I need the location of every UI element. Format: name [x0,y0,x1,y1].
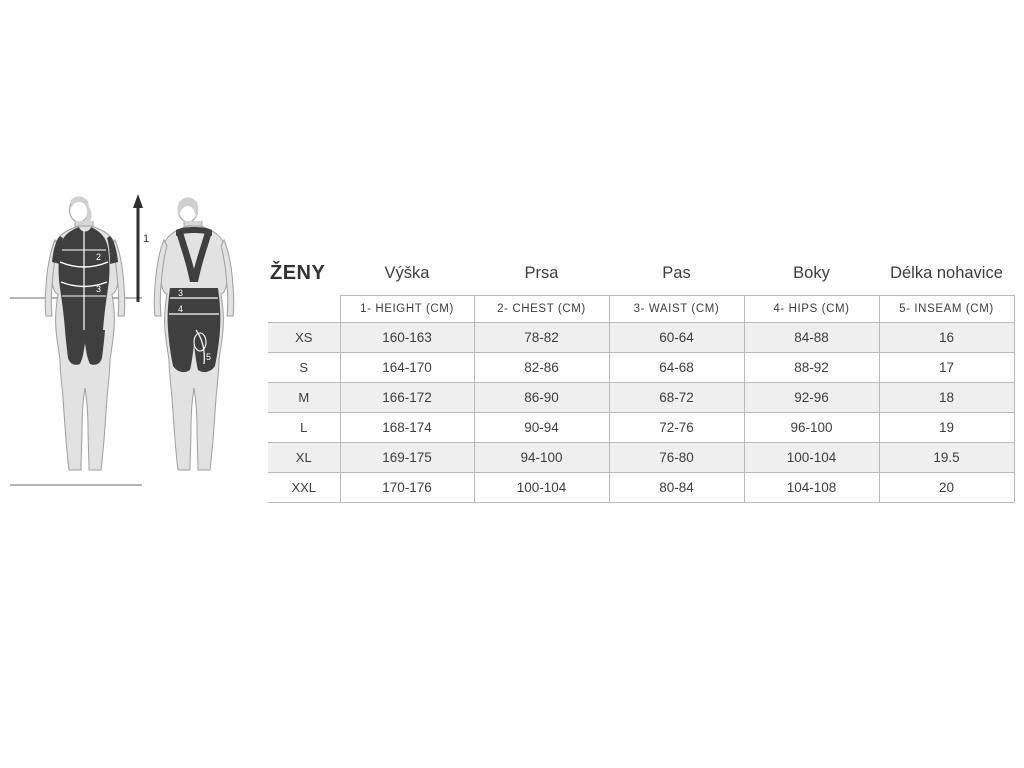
cell-height: 170-176 [340,472,474,502]
front-figure [45,196,125,470]
height-arrow [133,194,143,302]
cell-waist: 72-76 [609,412,744,442]
back-figure [154,198,234,471]
row-size-label: XS [268,322,340,352]
cell-chest: 94-100 [474,442,609,472]
header-waist: Pas [662,263,691,282]
cell-hips: 96-100 [744,412,879,442]
figures-illustration [10,190,260,490]
cell-chest: 100-104 [474,472,609,502]
figure-front-mark-2: 2 [96,252,102,262]
figure-back-mark-4: 4 [178,304,184,314]
cell-waist: 64-68 [609,352,744,382]
cell-height: 166-172 [340,382,474,412]
figure-front-mark-3: 3 [96,284,102,294]
header-hips: Boky [793,263,830,282]
figure-label-1: 1 [143,233,150,245]
subheader-hips: 4- HIPS (CM) [744,295,879,322]
cell-chest: 82-86 [474,352,609,382]
table-row [268,442,1014,472]
cell-waist: 60-64 [609,322,744,352]
cell-height: 168-174 [340,412,474,442]
figures-svg [10,190,260,490]
figure-back-mark-3: 3 [178,288,184,298]
subheader-height: 1- HEIGHT (CM) [340,295,474,322]
header-inseam: Délka nohavice [890,263,1003,282]
header-chest: Prsa [524,263,559,282]
header-height: Výška [384,263,430,282]
table-corner-cell [268,295,340,322]
cell-chest: 78-82 [474,322,609,352]
cell-inseam: 20 [879,472,1014,502]
row-size-label: M [268,382,340,412]
table-row [268,322,1014,352]
cell-hips: 84-88 [744,322,879,352]
cell-hips: 88-92 [744,352,879,382]
table-subheader-row [268,295,1014,322]
row-size-label: XXL [268,472,340,502]
size-table-container [268,262,1014,503]
cell-inseam: 16 [879,322,1014,352]
cell-hips: 92-96 [744,382,879,412]
row-size-label: S [268,352,340,382]
cell-waist: 68-72 [609,382,744,412]
table-row [268,352,1014,382]
cell-inseam: 19 [879,412,1014,442]
subheader-chest: 2- CHEST (CM) [474,295,609,322]
cell-hips: 100-104 [744,442,879,472]
size-table [268,262,1015,503]
row-size-label: L [268,412,340,442]
cell-chest: 86-90 [474,382,609,412]
row-size-label: XL [268,442,340,472]
cell-hips: 104-108 [744,472,879,502]
cell-height: 160-163 [340,322,474,352]
page-title: ŽENY [270,262,326,284]
subheader-waist: 3- WAIST (CM) [609,295,744,322]
table-row [268,382,1014,412]
cell-chest: 90-94 [474,412,609,442]
subheader-inseam: 5- INSEAM (CM) [879,295,1014,322]
cell-waist: 80-84 [609,472,744,502]
figure-back-mark-5: 5 [206,352,212,362]
cell-height: 164-170 [340,352,474,382]
cell-inseam: 18 [879,382,1014,412]
table-row [268,472,1014,502]
table-title-row [268,262,1014,295]
cell-inseam: 19.5 [879,442,1014,472]
cell-height: 169-175 [340,442,474,472]
cell-inseam: 17 [879,352,1014,382]
cell-waist: 76-80 [609,442,744,472]
table-row [268,412,1014,442]
